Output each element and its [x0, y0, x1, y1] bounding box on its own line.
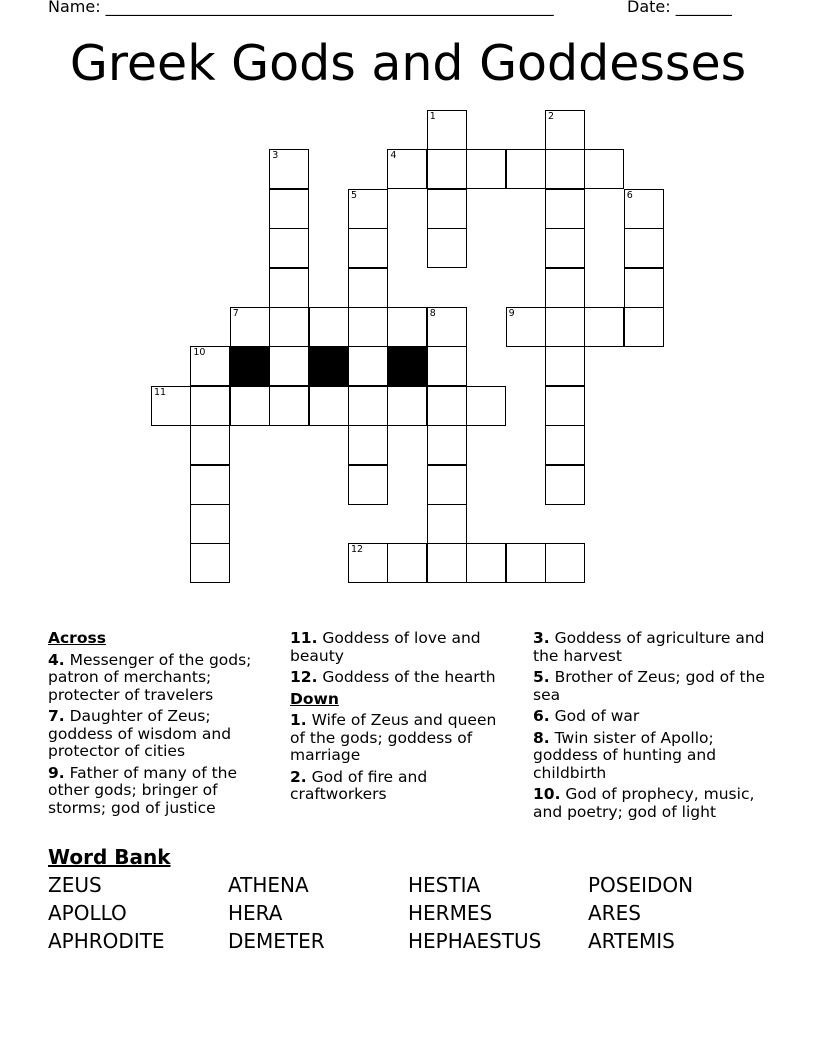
clues-column-3	[533, 630, 773, 825]
clue-text: Wife of Zeus and queen of the gods; goddess of marriage	[290, 711, 497, 764]
crossword-cell[interactable]	[348, 189, 388, 229]
clue-text: Goddess of love and beauty	[290, 629, 481, 665]
crossword-cell[interactable]	[427, 465, 467, 505]
crossword-cell[interactable]	[427, 543, 467, 583]
clue-text: God of prophecy, music, and poetry; god of light	[533, 785, 755, 821]
clue-number: 1.	[290, 711, 307, 729]
word-bank-item: ARES	[588, 901, 641, 925]
crossword-cell[interactable]	[190, 504, 230, 544]
clue-number-label: 2	[548, 111, 555, 122]
crossword-cell[interactable]	[545, 465, 585, 505]
clue-number: 5.	[533, 668, 550, 686]
clue-number-label: 4	[390, 150, 397, 162]
clues-column-2	[290, 630, 515, 808]
crossword-cell[interactable]	[151, 386, 191, 426]
clue-number: 8.	[533, 728, 550, 747]
clue-number: 9.	[48, 763, 65, 782]
clue-number-label: 12	[351, 544, 364, 556]
crossword-cell[interactable]	[545, 425, 585, 465]
clue-number: 11.	[290, 629, 318, 647]
crossword-cell[interactable]	[506, 307, 546, 347]
crossword-cell[interactable]	[466, 543, 506, 583]
clue-text: Messenger of the gods; patron of merchants; protecter of travelers	[48, 650, 252, 704]
crossword-cell[interactable]	[269, 307, 309, 347]
clue-number: 6.	[533, 707, 550, 725]
clue-text: God of fire and craftworkers	[290, 767, 428, 803]
clue-down-1	[290, 712, 515, 765]
clue-number: 7.	[48, 707, 65, 725]
word-bank-item: APOLLO	[48, 901, 127, 925]
crossword-cell[interactable]	[624, 228, 664, 268]
clue-down-10	[533, 786, 773, 821]
word-bank-title: Word Bank	[48, 845, 171, 869]
crossword-cell[interactable]	[269, 228, 309, 268]
word-bank-item: DEMETER	[228, 929, 325, 953]
clue-number-label: 10	[193, 347, 206, 359]
crossword-cell[interactable]	[387, 543, 427, 583]
crossword-cell[interactable]	[387, 307, 427, 347]
down-heading: Down	[290, 689, 339, 708]
crossword-cell[interactable]	[309, 386, 349, 426]
clue-across-4	[48, 652, 273, 705]
clue-across-7	[48, 708, 273, 761]
crossword-cell[interactable]	[190, 543, 230, 583]
crossword-cell[interactable]	[427, 307, 467, 347]
word-bank-item: POSEIDON	[588, 873, 694, 897]
crossword-cell[interactable]	[466, 386, 506, 426]
clue-number-label: 11	[154, 386, 167, 398]
crossword-cell[interactable]	[545, 386, 585, 426]
word-bank-item: HESTIA	[408, 873, 481, 897]
crossword-cell[interactable]	[348, 346, 388, 386]
clue-number: 2.	[290, 767, 307, 786]
crossword-cell[interactable]	[348, 228, 388, 268]
clue-number-label: 3	[272, 150, 279, 162]
word-bank-item: HEPHAESTUS	[408, 929, 542, 953]
crossword-cell[interactable]	[584, 149, 624, 189]
word-bank-item: ATHENA	[228, 873, 309, 897]
clue-across-9	[48, 765, 273, 818]
clue-text: God of war	[554, 707, 640, 725]
crossword-cell[interactable]	[545, 228, 585, 268]
clue-across-11	[290, 630, 515, 665]
clue-number-label: 8	[429, 308, 436, 319]
crossword-cell[interactable]	[427, 189, 467, 229]
crossword-cell[interactable]	[545, 110, 585, 150]
crossword-cell[interactable]	[545, 346, 585, 386]
crossword-cell[interactable]	[545, 543, 585, 583]
crossword-cell[interactable]	[387, 149, 427, 189]
clue-down-5	[533, 669, 773, 704]
crossword-cell[interactable]	[427, 346, 467, 386]
crossword-cell[interactable]	[427, 425, 467, 465]
crossword-cell[interactable]	[624, 268, 664, 308]
clue-down-2	[290, 769, 515, 804]
date-field-label: Date: _______	[627, 0, 732, 16]
clue-number-label: 5	[351, 189, 358, 201]
crossword-cell[interactable]	[545, 189, 585, 229]
clue-text: Father of many of the other gods; bringer of storms; god of justice	[48, 763, 238, 817]
clues-column-1	[48, 630, 273, 821]
crossword-cell[interactable]	[348, 307, 388, 347]
clue-number-label: 6	[626, 189, 633, 201]
crossword-cell[interactable]	[190, 465, 230, 505]
crossword-cell[interactable]	[269, 149, 309, 189]
crossword-cell[interactable]	[624, 189, 664, 229]
crossword-cell[interactable]	[348, 543, 388, 583]
clue-down-8	[533, 730, 773, 783]
crossword-cell[interactable]	[190, 425, 230, 465]
crossword-blocked-cell	[387, 346, 427, 386]
word-bank-item: HERMES	[408, 901, 493, 925]
crossword-cell[interactable]	[269, 189, 309, 229]
crossword-cell[interactable]	[427, 504, 467, 544]
crossword-cell[interactable]	[269, 386, 309, 426]
clue-across-12	[290, 669, 515, 687]
crossword-cell[interactable]	[190, 386, 230, 426]
clue-text: Goddess of the hearth	[322, 668, 496, 686]
crossword-cell[interactable]	[427, 149, 467, 189]
crossword-cell[interactable]	[309, 307, 349, 347]
clue-number: 10.	[533, 785, 561, 803]
crossword-cell[interactable]	[545, 307, 585, 347]
crossword-cell[interactable]	[584, 307, 624, 347]
crossword-cell[interactable]	[269, 346, 309, 386]
clue-number-label: 9	[508, 308, 515, 319]
name-field-label: Name: ________________________________________________________	[48, 0, 554, 16]
crossword-cell[interactable]	[506, 543, 546, 583]
crossword-cell[interactable]	[506, 149, 546, 189]
clue-text: Daughter of Zeus; goddess of wisdom and protector of cities	[48, 707, 232, 760]
crossword-cell[interactable]	[348, 465, 388, 505]
crossword-cell[interactable]	[230, 307, 270, 347]
clue-number: 12.	[290, 668, 318, 686]
word-bank-item: APHRODITE	[48, 929, 165, 953]
word-bank	[48, 874, 768, 953]
crossword-cell[interactable]	[624, 307, 664, 347]
clue-text: Goddess of agriculture and the harvest	[533, 629, 765, 665]
page-title: Greek Gods and Goddesses	[69, 35, 747, 92]
crossword-cell[interactable]	[427, 228, 467, 268]
word-bank-item: ZEUS	[48, 873, 102, 897]
crossword-cell[interactable]	[545, 268, 585, 308]
crossword-cell[interactable]	[427, 386, 467, 426]
clue-text: Brother of Zeus; god of the sea	[533, 668, 765, 704]
crossword-cell[interactable]	[545, 149, 585, 189]
crossword-blocked-cell	[230, 346, 270, 386]
clue-down-6	[533, 708, 773, 726]
word-bank-item: ARTEMIS	[588, 929, 675, 953]
across-heading: Across	[48, 629, 106, 647]
clue-number-label: 7	[232, 308, 239, 319]
crossword-cell[interactable]	[190, 346, 230, 386]
word-bank-item: HERA	[228, 901, 283, 925]
crossword-cell[interactable]	[230, 386, 270, 426]
crossword-cell[interactable]	[348, 386, 388, 426]
crossword-blocked-cell	[309, 346, 349, 386]
crossword-cell[interactable]	[466, 149, 506, 189]
clue-number-label: 1	[429, 111, 436, 122]
crossword-cell[interactable]	[387, 386, 427, 426]
crossword-cell[interactable]	[427, 110, 467, 150]
crossword-cell[interactable]	[269, 268, 309, 308]
clue-number: 4.	[48, 650, 65, 669]
clue-number: 3.	[533, 629, 550, 647]
clue-text: Twin sister of Apollo; goddess of hunting and childbirth	[533, 728, 717, 782]
crossword-cell[interactable]	[348, 268, 388, 308]
crossword-cell[interactable]	[348, 425, 388, 465]
clue-down-3	[533, 630, 773, 665]
